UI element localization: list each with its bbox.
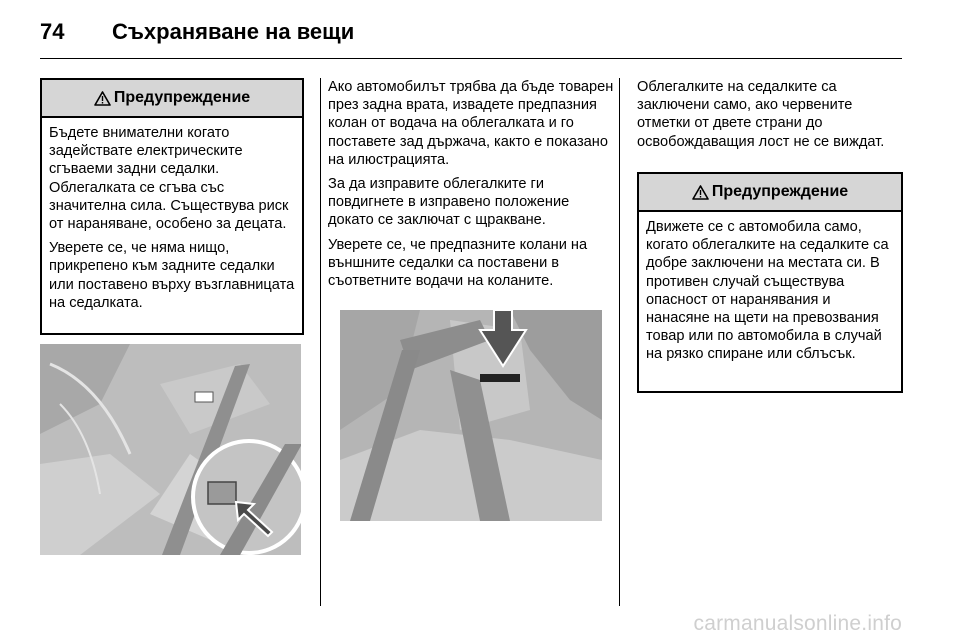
- illustration-seatbelt-guide: [40, 344, 301, 555]
- warning-header: [42, 80, 302, 118]
- middle-paragraph-1: Ако автомобилът трябва да бъде товарен през задна врата, извадете предпазния колан от водача на облегалката и го поставете зад държача, както е показано на илюстрацията.: [328, 79, 614, 168]
- column-divider-2: [619, 78, 620, 606]
- illustration-belt-holder: [340, 310, 602, 521]
- warning-triangle-icon: [94, 91, 111, 106]
- middle-column-text: [328, 78, 614, 296]
- watermark: carmanualsonline.info: [693, 612, 902, 635]
- page-header: [40, 14, 354, 50]
- warning-box-right: [637, 172, 903, 393]
- warning-title: Предупреждение: [113, 89, 251, 106]
- warning-paragraph: Движете се с автомобила само, когато облегалките на седалките са добре заключени на местата си. В противен случай съществува опасност от наранявания и нанасяне на щети на превозвания товар или по автомобила в случай на рязко спиране или сблъсък.: [646, 219, 889, 363]
- warning-title: Предупреждение: [711, 183, 849, 200]
- page-number: 74: [40, 19, 65, 44]
- warning-paragraph-1: Бъдете внимателни когато задействате електрическите сгъваеми задни седалки. Облегалката се сгъва със значителна сила. Съществува риск от нараняване, особено за децата.: [49, 125, 289, 233]
- right-intro-paragraph: Облегалките на седалките са заключени само, ако червените отметки от двете страни до освобождаващия лост не се виждат.: [637, 79, 885, 150]
- warning-box-left: [40, 78, 304, 335]
- seatbelt-guide-drawing: [40, 344, 301, 555]
- header-rule: [40, 58, 902, 59]
- warning-triangle-icon: [692, 185, 709, 200]
- warning-body: [639, 212, 901, 364]
- right-column-intro: [637, 78, 899, 157]
- warning-paragraph-2: Уверете се, че няма нищо, прикрепено към задните седалки или поставено върху възглавницата на седалката.: [49, 240, 295, 311]
- section-title: Съхраняване на вещи: [112, 19, 355, 44]
- middle-paragraph-3: Уверете се, че предпазните колани на външните седалки са поставени в съответните водачи на коланите.: [328, 236, 588, 290]
- warning-body: [42, 118, 302, 312]
- middle-paragraph-2: За да изправите облегалките ги повдигнете в изправено положение докато се заключат с щракване.: [328, 176, 570, 229]
- belt-holder-drawing: [340, 310, 602, 521]
- warning-header: [639, 174, 901, 212]
- column-divider-1: [320, 78, 321, 606]
